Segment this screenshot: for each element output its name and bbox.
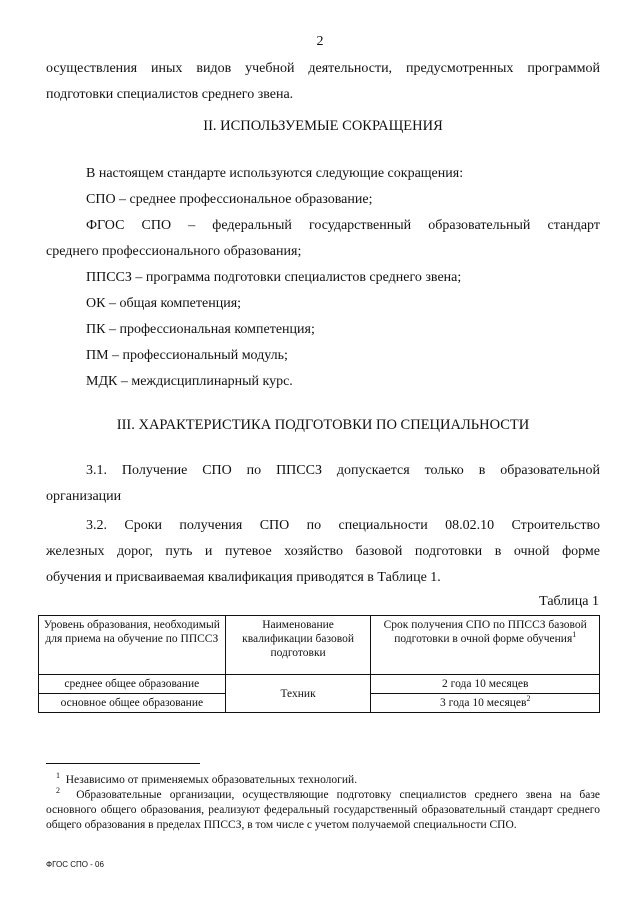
header-qualification: Наименование квалификации базовой подготовки — [225, 616, 371, 675]
footnote-ref-2: 2 — [526, 694, 531, 704]
abbr-lead: В настоящем стандарте используются следующие сокращения: — [86, 166, 464, 181]
footnote-separator — [46, 763, 200, 764]
abbr-pk: ПК – профессиональная компетенция; — [86, 322, 315, 337]
abbr-fgos-line-1: ФГОС СПО – федеральный государственный образовательный стандарт — [86, 218, 600, 233]
para-3-2-line-2: железных дорог, путь и путевое хозяйство базовой подготовки в очной форме — [46, 544, 600, 559]
para-3-2-line-1: 3.2. Сроки получения СПО по специальности 08.02.10 Строительство — [86, 518, 600, 533]
abbr-spo: СПО – среднее профессиональное образование; — [86, 192, 373, 207]
abbr-ppssz: ППССЗ – программа подготовки специалистов среднего звена; — [86, 270, 462, 285]
abbr-mdk: МДК – междисциплинарный курс. — [86, 374, 293, 389]
header-education-level: Уровень образования, необходимый для приема на обучение по ППССЗ — [39, 616, 226, 675]
table-caption: Таблица 1 — [539, 594, 599, 609]
abbr-fgos-line-2: среднего профессионального образования; — [46, 244, 302, 259]
abbr-ok: ОК – общая компетенция; — [86, 296, 242, 311]
para-3-1-line-1: 3.1. Получение СПО по ППССЗ допускается только в образовательной — [86, 463, 600, 478]
cell-qualification: Техник — [225, 675, 371, 713]
para-3-1-line-2: организации — [46, 489, 122, 504]
footnote-2: $^2$ Образовательные организации, осуществляющие подготовку специалистов среднего звена на базе основного общего образования, реализуют федеральный государственный образовательный стандарт среднего общего образования в пределах ППССЗ, в том числе с учетом получаемой специальности СПО. — [46, 786, 600, 831]
section-3-heading: III. ХАРАКТЕРИСТИКА ПОДГОТОВКИ ПО СПЕЦИАЛЬНОСТИ — [116, 417, 530, 433]
cell-level: основное общее образование — [39, 694, 226, 713]
document-footer: ФГОС СПО - 06 — [46, 860, 104, 869]
para-3-2-line-3: обучения и присваиваемая квалификация приводятся в Таблице 1. — [46, 570, 441, 585]
intro-line-2: подготовки специалистов среднего звена. — [46, 87, 294, 102]
cell-term: 3 года 10 месяцев$^2$ — [371, 694, 600, 713]
cell-term: 2 года 10 месяцев — [371, 675, 600, 694]
intro-line-1: осуществления иных видов учебной деятельности, предусмотренных программой — [46, 61, 600, 76]
cell-level: среднее общее образование — [39, 675, 226, 694]
footnote-ref-1: 1 — [572, 630, 577, 640]
footnote-1: $^1$ Независимо от применяемых образовательных технологий. — [56, 771, 358, 786]
page-number: 2 — [316, 34, 324, 49]
table-row — [39, 675, 600, 694]
table-header-row — [39, 616, 600, 675]
abbr-pm: ПМ – профессиональный модуль; — [86, 348, 288, 363]
header-term: Срок получения СПО по ППССЗ базовой подготовки в очной форме обучения$^1$ — [371, 616, 600, 675]
section-2-heading: II. ИСПОЛЬЗУЕМЫЕ СОКРАЩЕНИЯ — [203, 118, 443, 134]
qualification-table — [38, 615, 600, 713]
